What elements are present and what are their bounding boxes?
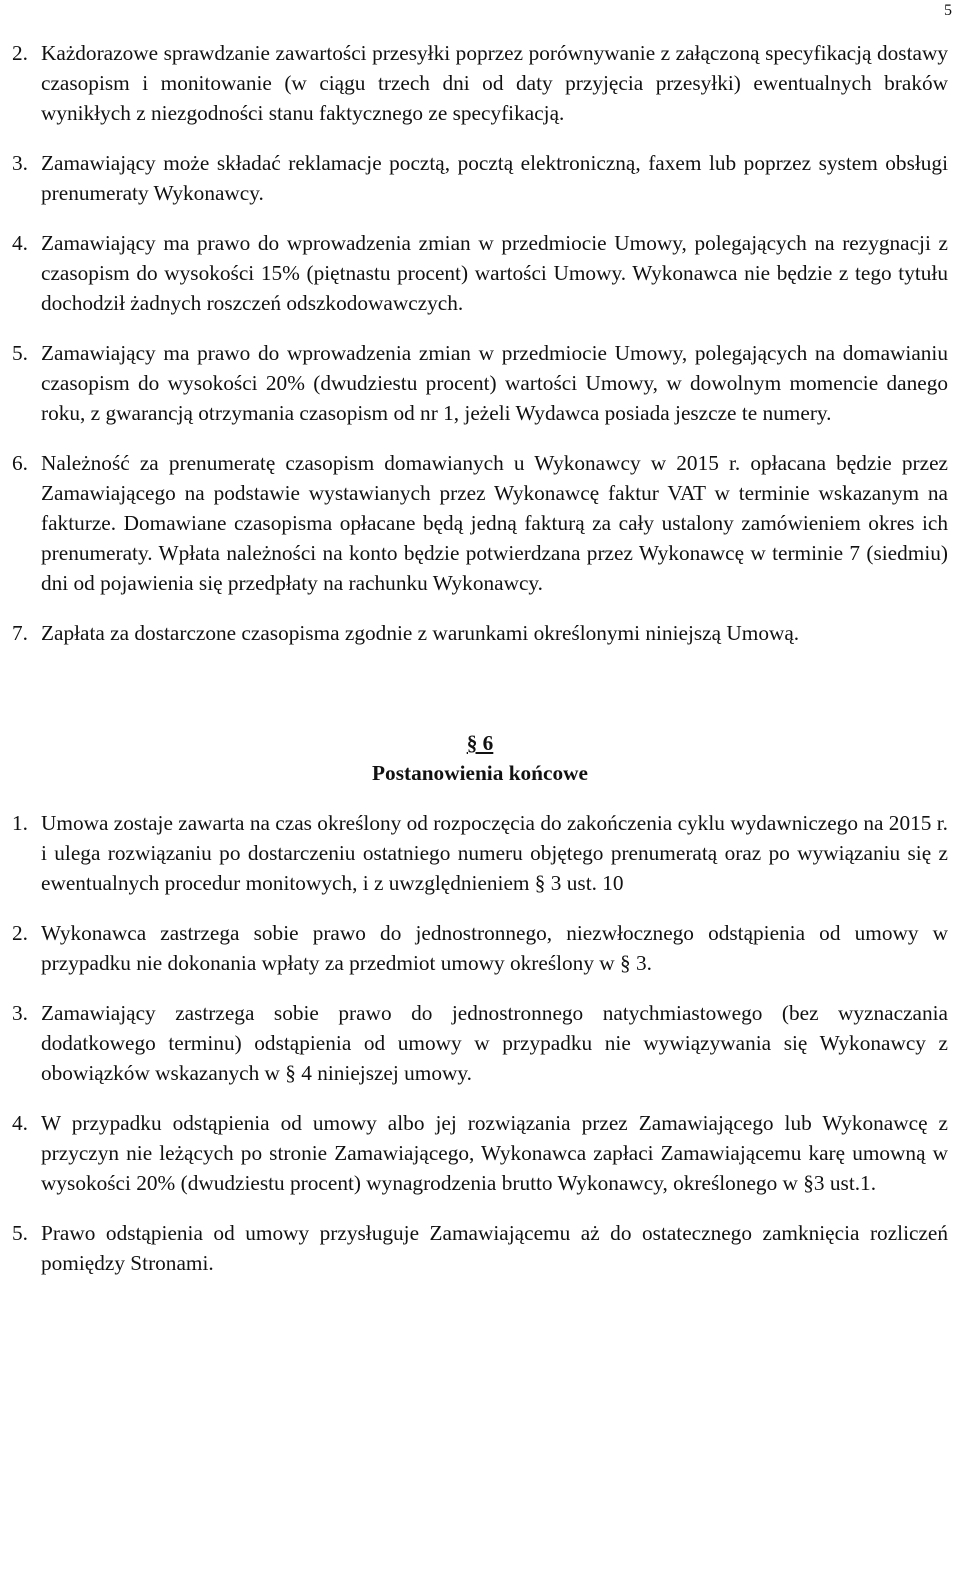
item-text: W przypadku odstąpienia od umowy albo jej rozwiązania przez Zamawiającego lub Wykonawcę z przyczyn nie leżących po stronie Zamawiającego, Wykonawca zapłaci Zamawiającemu karę umowną w wysokości 20% (dwudziestu procent) wynagrodzenia brutto Wykonawcy, określonego w §3 ust.1. [41, 1111, 948, 1195]
list-item [12, 38, 948, 128]
item-number: 5. [12, 1221, 28, 1245]
item-number: 3. [12, 1001, 28, 1025]
page-number: 5 [944, 2, 952, 19]
item-text: Zamawiający ma prawo do wprowadzenia zmian w przedmiocie Umowy, polegających na domawianiu czasopism do wysokości 20% (dwudziestu procent) wartości Umowy, w dowolnym momencie danego roku, z gwarancją otrzymania czasopism od nr 1, jeżeli Wydawca posiada jeszcze te numery. [41, 341, 948, 425]
item-text: Należność za prenumeratę czasopism domawianych u Wykonawcy w 2015 r. opłacana będzie przez Zamawiającego na podstawie wystawianych przez Wykonawcę faktur VAT w terminie wskazanym na fakturze. Domawiane czasopisma opłacane będą jedną fakturą za cały ustalony zamówieniem okres ich prenumeraty. Wpłata należności na konto będzie potwierdzana przez Wykonawcę w terminie 7 (siedmiu) dni od pojawienia się przedpłaty na rachunku Wykonawcy. [41, 451, 948, 595]
item-text: Umowa zostaje zawarta na czas określony od rozpoczęcia do zakończenia cyklu wydawniczego na 2015 r. i ulega rozwiązaniu po dostarczeniu ostatniego numeru objętego prenumeratą oraz po wywiązaniu się z ewentualnych procedur monitowych, i z uwzględnieniem § 3 ust. 10 [41, 811, 948, 895]
item-number: 2. [12, 41, 28, 65]
item-text: Zamawiający ma prawo do wprowadzenia zmian w przedmiocie Umowy, polegających na rezygnacji z czasopism do wysokości 15% (piętnastu procent) wartości Umowy. Wykonawca nie będzie z tego tytułu dochodził żadnych roszczeń odszkodowawczych. [41, 231, 948, 315]
document-content [12, 38, 948, 1298]
list-item [12, 338, 948, 428]
item-text: Zamawiający zastrzega sobie prawo do jednostronnego natychmiastowego (bez wyznaczania dodatkowego terminu) odstąpienia od umowy w przypadku nie wywiązywania się Wykonawcy z obowiązków wskazanych w § 4 niniejszej umowy. [41, 1001, 948, 1085]
section-number: § 6 [466, 731, 494, 755]
list-item [12, 618, 948, 648]
item-number: 1. [12, 811, 28, 835]
item-number: 6. [12, 451, 28, 475]
list-item [12, 918, 948, 978]
item-number: 4. [12, 231, 28, 255]
item-number: 2. [12, 921, 28, 945]
item-number: 3. [12, 151, 28, 175]
item-text: Zamawiający może składać reklamacje pocztą, pocztą elektroniczną, faxem lub poprzez system obsługi prenumeraty Wykonawcy. [41, 151, 948, 205]
item-text: Zapłata za dostarczone czasopisma zgodnie z warunkami określonymi niniejszą Umową. [41, 621, 800, 645]
item-number: 4. [12, 1111, 28, 1135]
item-text: Wykonawca zastrzega sobie prawo do jednostronnego, niezwłocznego odstąpienia od umowy w przypadku nie dokonania wpłaty za przedmiot umowy określony w § 3. [41, 921, 948, 975]
item-number: 5. [12, 341, 28, 365]
section-heading [12, 728, 948, 788]
list-item [12, 148, 948, 208]
section-title: Postanowienia końcowe [372, 761, 588, 785]
list-item [12, 448, 948, 598]
item-text: Prawo odstąpienia od umowy przysługuje Zamawiającemu aż do ostatecznego zamknięcia rozliczeń pomiędzy Stronami. [41, 1221, 948, 1275]
item-number: 7. [12, 621, 28, 645]
list-item [12, 998, 948, 1088]
list-item [12, 808, 948, 898]
item-text: Każdorazowe sprawdzanie zawartości przesyłki poprzez porównywanie z załączoną specyfikacją dostawy czasopism i monitowanie (w ciągu trzech dni od daty przyjęcia przesyłki) ewentualnych braków wynikłych z niezgodności stanu faktycznego ze specyfikacją. [41, 41, 948, 125]
list-item [12, 228, 948, 318]
list-item [12, 1108, 948, 1198]
list-item [12, 1218, 948, 1278]
